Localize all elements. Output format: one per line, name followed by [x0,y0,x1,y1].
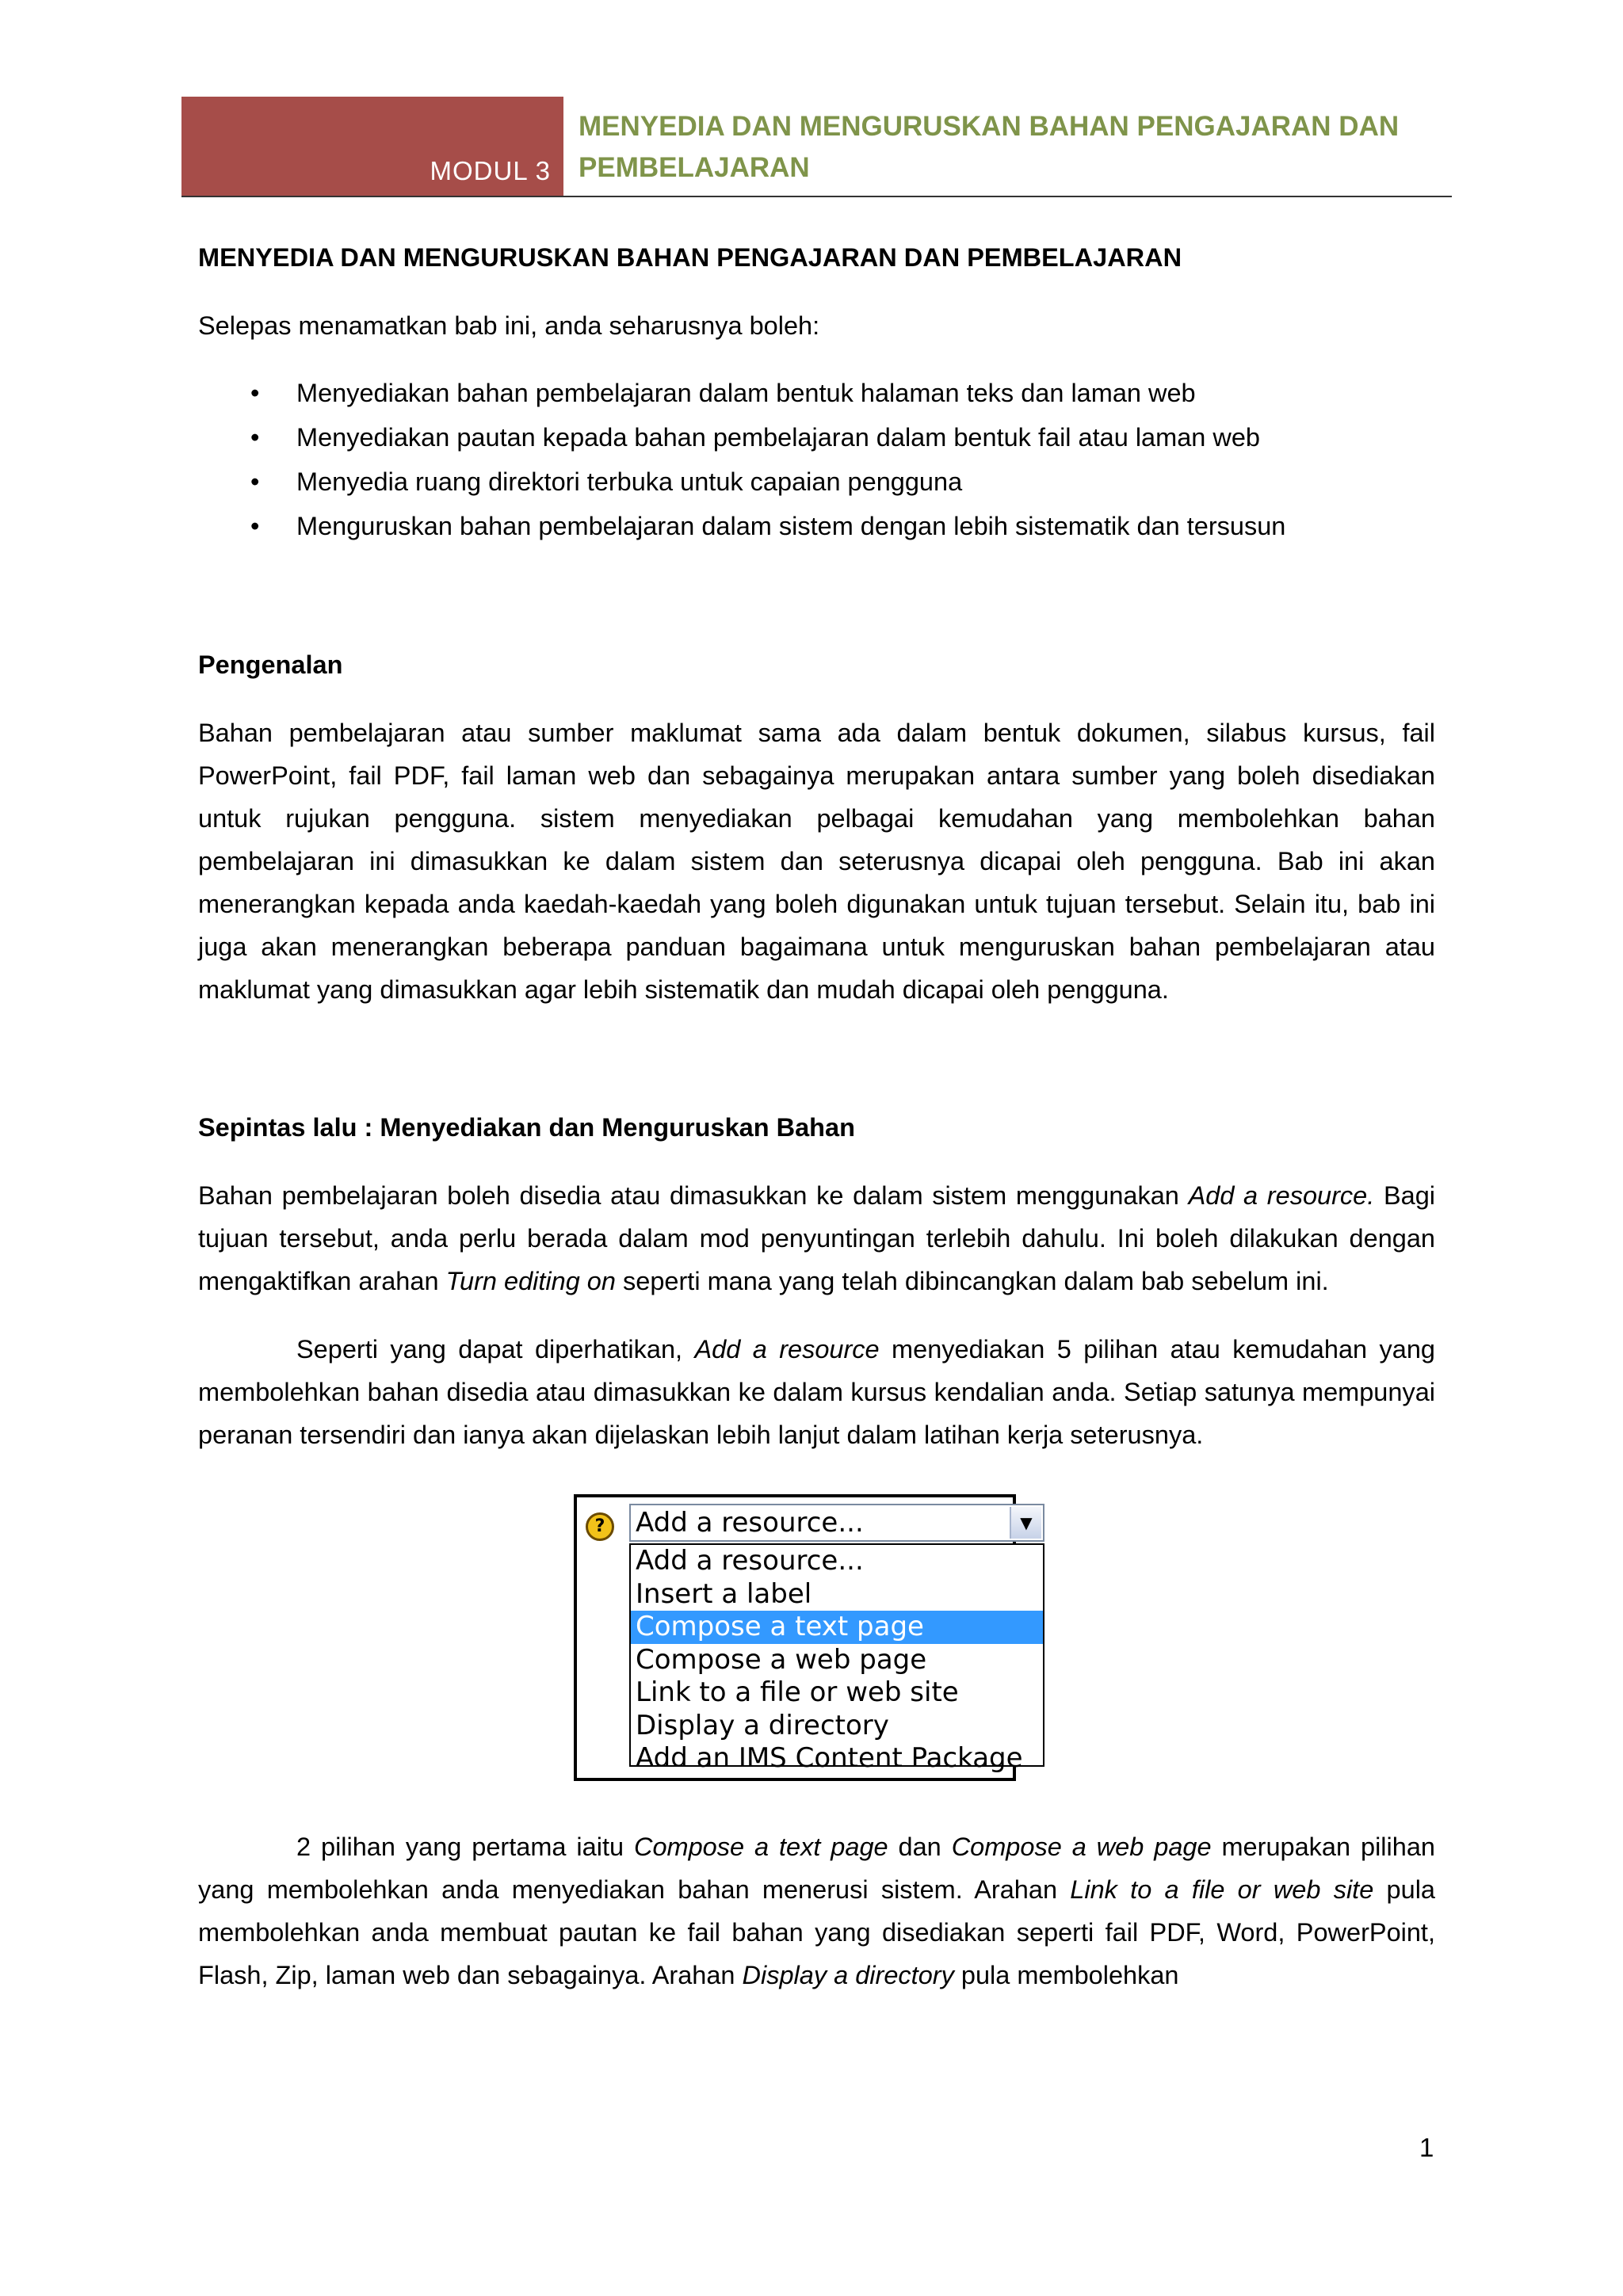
option-compose-web-page[interactable]: Compose a web page [636,1643,927,1676]
header-module-box [181,97,563,196]
header-module-label: MODUL 3 [430,156,551,185]
header-title: MENYEDIA DAN MENGURUSKAN BAHAN PENGAJARAN DAN PEMBELAJARAN [579,111,1400,183]
option-add-ims-package[interactable]: Add an IMS Content Package [636,1742,1023,1774]
dropdown-list [629,1543,1044,1774]
option-link-file-web-site[interactable]: Link to a file or web site [636,1676,959,1708]
paragraph-add-resource: Bahan pembelajaran boleh disedia atau dimasukkan ke dalam sistem menggunakan Add a resource. Bagi tujuan tersebut, anda perlu berada dalam mod penyuntingan terlebih dahulu. Ini boleh dilakukan dengan mengaktifkan arahan Turn editing on seperti mana yang telah dibincangkan dalam bab sebelum ini. [198,1181,1436,1295]
figure-add-resource-screenshot [198,1494,1435,1789]
list-item: • Menyediakan bahan pembelajaran dalam bentuk halaman teks dan laman web [198,371,1435,415]
page-body [198,236,1435,1997]
list-item: • Menyedia ruang direktori terbuka untuk capaian pengguna [198,460,1435,504]
select-value: Add a resource... [636,1507,864,1539]
pengenalan-paragraph: Bahan pembelajaran atau sumber maklumat sama ada dalam bentuk dokumen, silabus kursus, fail PowerPoint, fail PDF, fail laman web dan sebagainya merupakan antara sumber yang boleh disediakan untuk rujukan pengguna. sistem menyediakan pelbagai kemudahan yang membolehkan bahan pembelajaran ini dimasukkan ke dalam sistem dan seterusnya dicapai oleh pengguna. Bab ini akan menerangkan kepada anda kaedah-kaedah yang boleh digunakan untuk tujuan tersebut. Selain itu, bab ini juga akan menerangkan beberapa panduan bagaimana untuk menguruskan bahan pembelajaran atau maklumat yang dimasukkan agar lebih sistematik dan mudah dicapai oleh pengguna. [198,719,1435,1004]
chevron-down-icon[interactable]: ▼ [1010,1507,1041,1539]
bullet-icon: • [250,467,260,496]
option-add-resource[interactable]: Add a resource... [636,1545,864,1577]
section-heading-sepintas-lalu: Sepintas lalu : Menyediakan dan Menguruskan Bahan [198,1113,855,1142]
option-insert-label[interactable]: Insert a label [636,1577,812,1610]
add-resource-screenshot [574,1494,1033,1781]
option-compose-text-page[interactable]: Compose a text page [631,1611,1043,1644]
add-resource-select[interactable] [629,1504,1044,1542]
bullet-icon: • [250,423,260,452]
main-title: MENYEDIA DAN MENGURUSKAN BAHAN PENGAJARAN DAN PEMBELAJARAN [198,243,1182,272]
objectives-list [198,371,1435,548]
option-display-directory[interactable]: Display a directory [636,1709,889,1741]
list-item: • Menguruskan bahan pembelajaran dalam sistem dengan lebih sistematik dan tersusun [198,504,1435,548]
header-divider [181,196,1452,197]
bullet-icon: • [250,379,260,407]
help-icon[interactable]: ? [586,1512,614,1541]
paragraph-options: Seperti yang dapat diperhatikan, Add a resource menyediakan 5 pilihan atau kemudahan yang membolehkan bahan disedia atau dimasukkan ke dalam kursus kendalian anda. Setiap satunya mempunyai peranan tersendiri dan ianya akan dijelaskan lebih lanjut dalam latihan kerja seterusnya. [198,1335,1435,1449]
paragraph-compose-options: 2 pilihan yang pertama iaitu Compose a text page dan Compose a web page merupakan pilihan yang membolehkan anda menyediakan bahan menerusi sistem. Arahan Link to a file or web site pula membolehkan anda membuat pautan ke fail bahan yang disediakan seperti fail PDF, Word, PowerPoint, Flash, Zip, laman web dan sebagainya. Arahan Display a directory pula membolehkan [198,1833,1435,1989]
bullet-icon: • [250,512,260,540]
section-heading-pengenalan: Pengenalan [198,650,343,679]
list-item: • Menyediakan pautan kepada bahan pembelajaran dalam bentuk fail atau laman web [198,415,1435,460]
intro-text: Selepas menamatkan bab ini, anda seharusnya boleh: [198,311,820,340]
page-number: 1 [1419,2133,1434,2162]
